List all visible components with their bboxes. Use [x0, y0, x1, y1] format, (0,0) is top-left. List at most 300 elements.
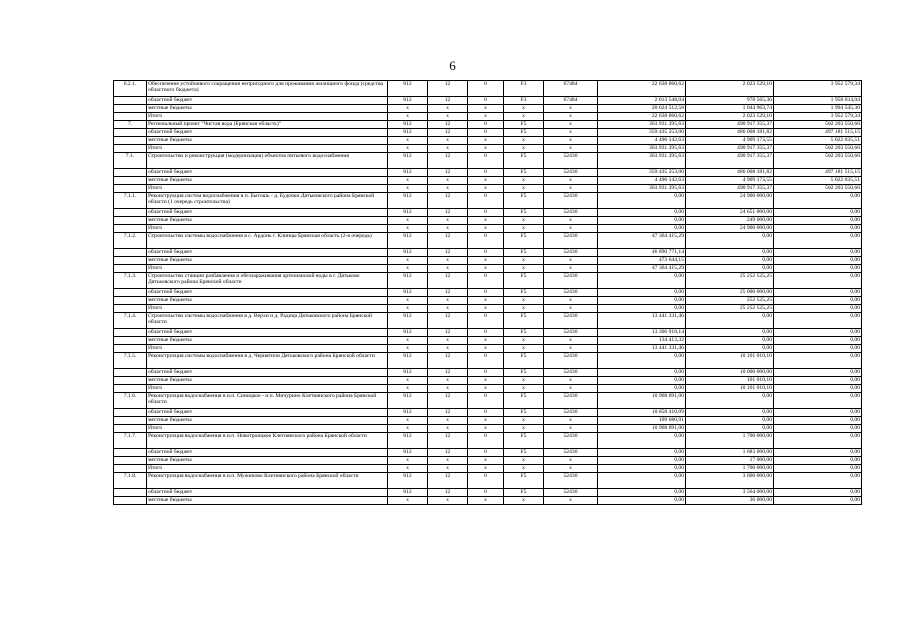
row-description-cell: областной бюджет	[147, 97, 388, 105]
project-code-cell: F5	[504, 369, 544, 377]
project-code-cell: F5	[504, 249, 544, 257]
table-row	[114, 313, 862, 329]
table-row	[114, 457, 862, 465]
table-row	[114, 225, 862, 233]
amount-year3-cell: 502 203 550,66	[774, 121, 862, 129]
expense-code-cell: 52430	[544, 393, 598, 409]
expense-code-cell: х	[544, 425, 598, 433]
amount-year1-cell: 0,00	[598, 449, 686, 457]
section-code-cell: 12	[428, 129, 468, 137]
row-number-cell	[114, 329, 147, 337]
project-code-cell: х	[504, 257, 544, 265]
project-code-cell: х	[504, 305, 544, 313]
row-number-cell	[114, 369, 147, 377]
row-number-cell: 7.1.7.	[114, 433, 147, 449]
amount-year2-cell: 10 101 010,10	[686, 353, 774, 369]
grbs-code-cell: 812	[388, 313, 428, 329]
project-code-cell: х	[504, 225, 544, 233]
row-number-cell	[114, 105, 147, 113]
row-number-cell	[114, 113, 147, 121]
project-code-cell: х	[504, 417, 544, 425]
amount-year1-cell: 22 638 060,62	[598, 81, 686, 97]
table-row	[114, 193, 862, 209]
amount-year3-cell: 0,00	[774, 465, 862, 473]
section-code-cell: х	[428, 265, 468, 273]
amount-year2-cell: 24 900 000,00	[686, 193, 774, 209]
project-code-cell: F5	[504, 489, 544, 497]
expense-code-cell: х	[544, 185, 598, 193]
program-code-cell: 0	[468, 329, 504, 337]
section-code-cell: 12	[428, 273, 468, 289]
section-code-cell: 12	[428, 121, 468, 129]
grbs-code-cell: 812	[388, 409, 428, 417]
amount-year3-cell: 0,00	[774, 393, 862, 409]
project-code-cell: х	[504, 345, 544, 353]
program-code-cell: х	[468, 217, 504, 225]
amount-year2-cell: 0,00	[686, 257, 774, 265]
amount-year2-cell: 25 252 525,25	[686, 273, 774, 289]
amount-year2-cell: 0,00	[686, 233, 774, 249]
table-row	[114, 169, 862, 177]
section-code-cell: 12	[428, 489, 468, 497]
grbs-code-cell: 812	[388, 233, 428, 249]
project-code-cell: F5	[504, 409, 544, 417]
project-code-cell: F5	[504, 449, 544, 457]
grbs-code-cell: 812	[388, 129, 428, 137]
grbs-code-cell: 812	[388, 169, 428, 177]
row-number-cell	[114, 145, 147, 153]
program-code-cell: х	[468, 137, 504, 145]
program-code-cell: х	[468, 457, 504, 465]
row-description-cell: Итого	[147, 145, 388, 153]
grbs-code-cell: х	[388, 113, 428, 121]
amount-year1-cell: 0,00	[598, 225, 686, 233]
amount-year2-cell: 1 683 000,00	[686, 449, 774, 457]
amount-year2-cell: 10 101 010,10	[686, 385, 774, 393]
section-code-cell: х	[428, 417, 468, 425]
amount-year1-cell: 363 931 395,63	[598, 145, 686, 153]
row-number-cell	[114, 257, 147, 265]
project-code-cell: F5	[504, 121, 544, 129]
amount-year1-cell: 0,00	[598, 273, 686, 289]
amount-year2-cell: 490 917 355,37	[686, 145, 774, 153]
amount-year3-cell: 0,00	[774, 217, 862, 225]
row-description-cell: местные бюджеты	[147, 417, 388, 425]
project-code-cell: F3	[504, 81, 544, 97]
section-code-cell: х	[428, 105, 468, 113]
amount-year3-cell: 0,00	[774, 417, 862, 425]
amount-year2-cell: 490 917 355,37	[686, 153, 774, 169]
program-code-cell: 0	[468, 193, 504, 209]
section-code-cell: 12	[428, 369, 468, 377]
amount-year1-cell: 0,00	[598, 193, 686, 209]
expense-code-cell: х	[544, 465, 598, 473]
grbs-code-cell: 812	[388, 121, 428, 129]
amount-year1-cell: 10 968 091,00	[598, 393, 686, 409]
amount-year3-cell: 0,00	[774, 337, 862, 345]
program-code-cell: 0	[468, 81, 504, 97]
page-number: 6	[449, 58, 456, 73]
expense-code-cell: х	[544, 129, 598, 137]
table-row	[114, 473, 862, 489]
amount-year3-cell: 0,00	[774, 449, 862, 457]
amount-year3-cell: 0,00	[774, 193, 862, 209]
table-row	[114, 337, 862, 345]
row-description-cell: областной бюджет	[147, 249, 388, 257]
program-code-cell: 0	[468, 289, 504, 297]
amount-year3-cell: 0,00	[774, 489, 862, 497]
project-code-cell: х	[504, 145, 544, 153]
program-code-cell: х	[468, 305, 504, 313]
expense-code-cell: 52430	[544, 153, 598, 169]
project-code-cell: х	[504, 385, 544, 393]
amount-year1-cell: 359 435 253,00	[598, 129, 686, 137]
grbs-code-cell: х	[388, 465, 428, 473]
project-code-cell: F5	[504, 209, 544, 217]
amount-year2-cell: 25 000 000,00	[686, 289, 774, 297]
section-code-cell: х	[428, 305, 468, 313]
section-code-cell: 12	[428, 289, 468, 297]
amount-year2-cell: 0,00	[686, 345, 774, 353]
amount-year2-cell: 1 700 000,00	[686, 465, 774, 473]
expense-code-cell: х	[544, 385, 598, 393]
amount-year2-cell: 252 525,25	[686, 297, 774, 305]
expense-code-cell: 52430	[544, 369, 598, 377]
expense-code-cell: х	[544, 217, 598, 225]
row-description-cell: областной бюджет	[147, 329, 388, 337]
amount-year2-cell: 24 900 000,00	[686, 225, 774, 233]
project-code-cell: х	[504, 465, 544, 473]
amount-year1-cell: 47 364 415,29	[598, 233, 686, 249]
project-code-cell: F5	[504, 153, 544, 169]
table-row	[114, 265, 862, 273]
amount-year1-cell: 0,00	[598, 217, 686, 225]
amount-year3-cell: 0,00	[774, 473, 862, 489]
expense-code-cell: 52430	[544, 209, 598, 217]
expense-code-cell: х	[544, 297, 598, 305]
program-code-cell: 0	[468, 409, 504, 417]
expense-code-cell: 52430	[544, 489, 598, 497]
grbs-code-cell: х	[388, 225, 428, 233]
amount-year1-cell: 0,00	[598, 353, 686, 369]
project-code-cell: F5	[504, 433, 544, 449]
section-code-cell: х	[428, 425, 468, 433]
section-code-cell: х	[428, 145, 468, 153]
row-description-cell: Реконструкция систем водоснабжения в п. Бытошь - д. Будочки Дятьковского района Брянской области (1 очередь строительства)	[147, 193, 388, 209]
table-row	[114, 137, 862, 145]
grbs-code-cell: х	[388, 137, 428, 145]
table-row	[114, 289, 862, 297]
amount-year2-cell: 4 909 173,55	[686, 137, 774, 145]
section-code-cell: 12	[428, 209, 468, 217]
amount-year1-cell: 0,00	[598, 385, 686, 393]
row-number-cell	[114, 425, 147, 433]
row-number-cell: 7.1.3.	[114, 273, 147, 289]
row-description-cell: местные бюджеты	[147, 457, 388, 465]
expense-code-cell: х	[544, 265, 598, 273]
row-number-cell	[114, 169, 147, 177]
table-row	[114, 385, 862, 393]
amount-year3-cell: 497 181 515,15	[774, 169, 862, 177]
section-code-cell: х	[428, 185, 468, 193]
amount-year1-cell: 363 931 395,63	[598, 121, 686, 129]
grbs-code-cell: 812	[388, 289, 428, 297]
amount-year2-cell: 490 917 355,37	[686, 121, 774, 129]
row-number-cell: 7.1.6.	[114, 393, 147, 409]
amount-year2-cell: 0,00	[686, 249, 774, 257]
amount-year1-cell: 0,00	[598, 489, 686, 497]
table-row	[114, 121, 862, 129]
table-row	[114, 97, 862, 105]
project-code-cell: х	[504, 177, 544, 185]
amount-year3-cell: 0,00	[774, 457, 862, 465]
row-number-cell	[114, 337, 147, 345]
program-code-cell: 0	[468, 393, 504, 409]
amount-year2-cell: 0,00	[686, 337, 774, 345]
amount-year1-cell: 47 364 415,29	[598, 265, 686, 273]
grbs-code-cell: х	[388, 377, 428, 385]
row-description-cell: областной бюджет	[147, 169, 388, 177]
table-row	[114, 297, 862, 305]
row-description-cell: Реконструкция водоснабжения в н.п. Синицкое - н.п. Мичурино Клетнянского района Брянской области	[147, 393, 388, 409]
row-number-cell	[114, 265, 147, 273]
amount-year1-cell: 13 306 918,14	[598, 329, 686, 337]
amount-year2-cell: 24 651 000,00	[686, 209, 774, 217]
amount-year2-cell: 0,00	[686, 265, 774, 273]
row-number-cell: 7.1.	[114, 153, 147, 169]
expense-code-cell: х	[544, 497, 598, 505]
amount-year3-cell: 0,00	[774, 329, 862, 337]
row-description-cell: Итого	[147, 185, 388, 193]
amount-year2-cell: 25 252 525,25	[686, 305, 774, 313]
program-code-cell: 0	[468, 129, 504, 137]
amount-year3-cell: 1 994 545,30	[774, 105, 862, 113]
row-description-cell: местные бюджеты	[147, 137, 388, 145]
project-code-cell: F5	[504, 289, 544, 297]
table-row	[114, 449, 862, 457]
table-row	[114, 369, 862, 377]
expense-code-cell: х	[544, 257, 598, 265]
amount-year1-cell: 359 435 253,00	[598, 169, 686, 177]
project-code-cell: F5	[504, 473, 544, 489]
amount-year3-cell: 502 203 550,66	[774, 145, 862, 153]
grbs-code-cell: х	[388, 217, 428, 225]
program-code-cell: 0	[468, 233, 504, 249]
expense-code-cell: х	[544, 105, 598, 113]
row-number-cell	[114, 297, 147, 305]
grbs-code-cell: 812	[388, 329, 428, 337]
amount-year3-cell: 3 952 579,34	[774, 81, 862, 97]
amount-year1-cell: 10 858 410,09	[598, 409, 686, 417]
row-description-cell: местные бюджеты	[147, 177, 388, 185]
amount-year3-cell: 0,00	[774, 345, 862, 353]
table-row	[114, 233, 862, 249]
expense-code-cell: 52430	[544, 169, 598, 177]
project-code-cell: х	[504, 217, 544, 225]
amount-year1-cell: 473 644,15	[598, 257, 686, 265]
section-code-cell: х	[428, 385, 468, 393]
section-code-cell: х	[428, 225, 468, 233]
row-description-cell: Итого	[147, 345, 388, 353]
amount-year3-cell: 0,00	[774, 257, 862, 265]
row-number-cell	[114, 97, 147, 105]
amount-year2-cell: 0,00	[686, 425, 774, 433]
grbs-code-cell: х	[388, 105, 428, 113]
amount-year3-cell: 0,00	[774, 297, 862, 305]
section-code-cell: 12	[428, 393, 468, 409]
table-row	[114, 249, 862, 257]
row-number-cell: 7.1.5.	[114, 353, 147, 369]
amount-year2-cell: 490 917 355,37	[686, 185, 774, 193]
expense-code-cell: 52430	[544, 329, 598, 337]
amount-year1-cell: 0,00	[598, 497, 686, 505]
program-code-cell: х	[468, 385, 504, 393]
row-number-cell	[114, 385, 147, 393]
table-row	[114, 185, 862, 193]
amount-year2-cell: 101 010,10	[686, 377, 774, 385]
expense-code-cell: х	[544, 177, 598, 185]
section-code-cell: 12	[428, 353, 468, 369]
program-code-cell: 0	[468, 273, 504, 289]
amount-year2-cell: 3 600 000,00	[686, 473, 774, 489]
section-code-cell: 12	[428, 433, 468, 449]
section-code-cell: х	[428, 217, 468, 225]
project-code-cell: F5	[504, 329, 544, 337]
section-code-cell: 12	[428, 409, 468, 417]
grbs-code-cell: 812	[388, 81, 428, 97]
grbs-code-cell: 812	[388, 393, 428, 409]
row-number-cell	[114, 249, 147, 257]
amount-year2-cell: 2 023 529,10	[686, 81, 774, 97]
program-code-cell: х	[468, 257, 504, 265]
section-code-cell: х	[428, 497, 468, 505]
project-code-cell: F5	[504, 169, 544, 177]
row-number-cell	[114, 305, 147, 313]
expense-code-cell: х	[544, 337, 598, 345]
project-code-cell: F5	[504, 273, 544, 289]
table-row	[114, 353, 862, 369]
expense-code-cell: 52430	[544, 193, 598, 209]
expense-code-cell: 52430	[544, 449, 598, 457]
program-code-cell: 0	[468, 433, 504, 449]
program-code-cell: 0	[468, 209, 504, 217]
program-code-cell: х	[468, 265, 504, 273]
row-description-cell: Итого	[147, 265, 388, 273]
amount-year3-cell: 502 203 550,66	[774, 153, 862, 169]
row-description-cell: Строительство системы водоснабжения в д. Верхи и д. Радица Дятьковского района Брянской области	[147, 313, 388, 329]
program-code-cell: 0	[468, 97, 504, 105]
table-row	[114, 329, 862, 337]
expense-code-cell: х	[544, 145, 598, 153]
amount-year1-cell: 134 413,32	[598, 337, 686, 345]
row-description-cell: местные бюджеты	[147, 297, 388, 305]
project-code-cell: F5	[504, 193, 544, 209]
amount-year3-cell: 497 181 515,15	[774, 129, 862, 137]
grbs-code-cell: х	[388, 385, 428, 393]
row-description-cell: Строительство станции разбавления и обеззараживания артезианской воды в г. Дятьково Дятьковского района Брянской области	[147, 273, 388, 289]
expense-code-cell: х	[544, 305, 598, 313]
section-code-cell: х	[428, 377, 468, 385]
section-code-cell: 12	[428, 473, 468, 489]
amount-year2-cell: 486 008 181,82	[686, 129, 774, 137]
section-code-cell: 12	[428, 249, 468, 257]
amount-year2-cell: 0,00	[686, 393, 774, 409]
amount-year3-cell: 0,00	[774, 305, 862, 313]
row-number-cell: 7.1.1.	[114, 193, 147, 209]
expense-code-cell: 52430	[544, 249, 598, 257]
program-code-cell: х	[468, 417, 504, 425]
grbs-code-cell: х	[388, 345, 428, 353]
amount-year3-cell: 0,00	[774, 497, 862, 505]
program-code-cell: х	[468, 377, 504, 385]
row-number-cell	[114, 225, 147, 233]
program-code-cell: 0	[468, 489, 504, 497]
project-code-cell: F5	[504, 393, 544, 409]
amount-year1-cell: 0,00	[598, 457, 686, 465]
amount-year1-cell: 0,00	[598, 297, 686, 305]
table-row	[114, 305, 862, 313]
row-number-cell	[114, 177, 147, 185]
row-description-cell: Реконструкция системы водоснабжения в д. Чернятичи Дятьковского района Брянской области	[147, 353, 388, 369]
grbs-code-cell: 812	[388, 353, 428, 369]
project-code-cell: х	[504, 265, 544, 273]
table-row	[114, 129, 862, 137]
program-code-cell: х	[468, 337, 504, 345]
row-description-cell: местные бюджеты	[147, 497, 388, 505]
grbs-code-cell: х	[388, 265, 428, 273]
expense-code-cell: 52430	[544, 233, 598, 249]
row-number-cell	[114, 209, 147, 217]
grbs-code-cell: х	[388, 337, 428, 345]
table-row	[114, 377, 862, 385]
amount-year2-cell: 0,00	[686, 313, 774, 329]
amount-year3-cell: 0,00	[774, 265, 862, 273]
project-code-cell: F5	[504, 233, 544, 249]
program-code-cell: х	[468, 425, 504, 433]
table-row	[114, 425, 862, 433]
row-description-cell: Итого	[147, 425, 388, 433]
expense-code-cell: х	[544, 377, 598, 385]
section-code-cell: 12	[428, 233, 468, 249]
project-code-cell: F5	[504, 129, 544, 137]
row-description-cell: областной бюджет	[147, 209, 388, 217]
amount-year3-cell: 0,00	[774, 249, 862, 257]
section-code-cell: 12	[428, 81, 468, 97]
amount-year2-cell: 3 564 000,00	[686, 489, 774, 497]
amount-year1-cell: 0,00	[598, 289, 686, 297]
grbs-code-cell: х	[388, 257, 428, 265]
grbs-code-cell: 812	[388, 433, 428, 449]
table-row	[114, 497, 862, 505]
row-description-cell: местные бюджеты	[147, 377, 388, 385]
grbs-code-cell: х	[388, 145, 428, 153]
row-description-cell: Обеспечение устойчивого сокращения непригодного для проживания жилищного фонда (средства областного бюджета)	[147, 81, 388, 97]
row-number-cell	[114, 377, 147, 385]
amount-year1-cell: 0,00	[598, 369, 686, 377]
project-code-cell: х	[504, 377, 544, 385]
expense-code-cell: 52430	[544, 273, 598, 289]
row-description-cell: областной бюджет	[147, 369, 388, 377]
amount-year2-cell: 0,00	[686, 409, 774, 417]
row-description-cell: Итого	[147, 225, 388, 233]
amount-year1-cell: 13 441 331,46	[598, 313, 686, 329]
amount-year3-cell: 5 022 035,51	[774, 177, 862, 185]
program-code-cell: х	[468, 225, 504, 233]
grbs-code-cell: 812	[388, 449, 428, 457]
amount-year2-cell: 1 700 000,00	[686, 433, 774, 449]
expense-code-cell: 52430	[544, 433, 598, 449]
row-description-cell: местные бюджеты	[147, 257, 388, 265]
